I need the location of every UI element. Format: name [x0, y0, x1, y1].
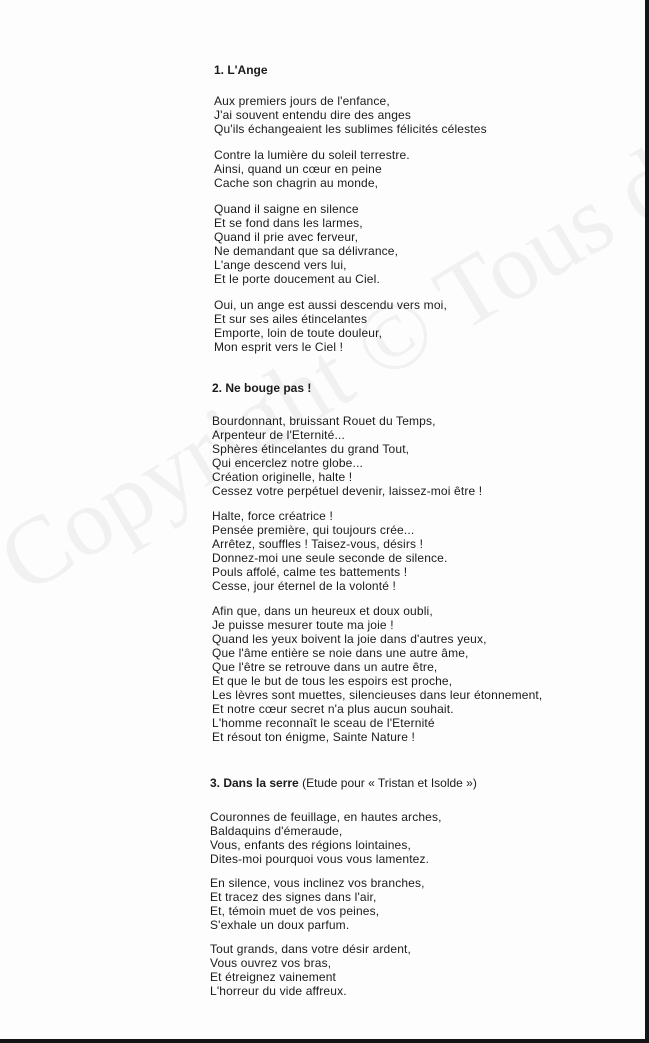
verse-line: Ainsi, quand un cœur en peine: [214, 162, 382, 176]
verse-line: Sphères étincelantes du grand Tout,: [212, 442, 410, 456]
stanzas: [212, 414, 542, 744]
stanza: [210, 810, 477, 866]
verse-line: Cache son chagrin au monde,: [214, 176, 379, 190]
verse-line: Mon esprit vers le Ciel !: [214, 340, 344, 354]
verse-line: Vous, enfants des régions lointaines,: [210, 838, 412, 852]
verse-line: Que l'âme entière se noie dans une autre âme,: [212, 646, 469, 660]
verse-line: Et notre cœur secret n'a plus aucun souhait.: [212, 702, 454, 716]
stanza: [214, 148, 487, 190]
scan-edge-bottom: [0, 1039, 649, 1043]
song-title-text: 1. L'Ange: [214, 63, 268, 77]
stanza: [214, 94, 487, 136]
verse-line: Et que le but de tous les espoirs est proche,: [212, 674, 453, 688]
verse-line: L'homme reconnaît le sceau de l'Eternité: [212, 716, 435, 730]
stanza: [214, 202, 487, 286]
song-title: [212, 381, 542, 395]
verse-line: Création originelle, halte !: [212, 470, 353, 484]
verse-line: Et le porte doucement au Ciel.: [214, 272, 380, 286]
verse-line: L'ange descend vers lui,: [214, 258, 347, 272]
stanza: [210, 942, 477, 998]
verse-line: Quand il saigne en silence: [214, 202, 359, 216]
verse-line: Tout grands, dans votre désir ardent,: [210, 942, 411, 956]
verse-line: Emporte, loin de toute douleur,: [214, 326, 383, 340]
song-3: [210, 776, 477, 998]
verse-line: Qu'ils échangeaient les sublimes félicités célestes: [214, 122, 487, 136]
verse-line: Bourdonnant, bruissant Rouet du Temps,: [212, 414, 436, 428]
song-title: [210, 776, 477, 790]
verse-line: Pouls affolé, calme tes battements !: [212, 565, 408, 579]
verse-line: Baldaquins d'émeraude,: [210, 824, 343, 838]
verse-line: J'ai souvent entendu dire des anges: [214, 108, 412, 122]
verse-line: Qui encerclez notre globe...: [212, 456, 363, 470]
verse-line: Vous ouvrez vos bras,: [210, 956, 332, 970]
verse-line: Quand il prie avec ferveur,: [214, 230, 359, 244]
verse-line: Aux premiers jours de l'enfance,: [214, 94, 390, 108]
song-subtitle: (Etude pour « Tristan et Isolde »): [302, 776, 477, 790]
song-title-text: 3. Dans la serre: [210, 776, 299, 790]
verse-line: Afin que, dans un heureux et doux oubli,: [212, 604, 433, 618]
verse-line: Halte, force créatrice !: [212, 509, 333, 523]
verse-line: Et tracez des signes dans l'air,: [210, 890, 377, 904]
verse-line: Les lèvres sont muettes, silencieuses dans leur étonnement,: [212, 688, 543, 702]
verse-line: Et résout ton énigme, Sainte Nature !: [212, 730, 415, 744]
stanza: [214, 298, 487, 354]
stanzas: [210, 810, 477, 998]
stanza: [212, 509, 542, 593]
verse-line: Cessez votre perpétuel devenir, laissez-moi être !: [212, 484, 483, 498]
verse-line: Cesse, jour éternel de la volonté !: [212, 579, 397, 593]
verse-line: Arpenteur de l'Eternité...: [212, 428, 345, 442]
song-2: [212, 381, 542, 744]
song-title: [214, 63, 487, 77]
song-title-text: 2. Ne bouge pas !: [212, 381, 312, 395]
verse-line: Je puisse mesurer toute ma joie !: [212, 618, 394, 632]
verse-line: Et, témoin muet de vos peines,: [210, 904, 380, 918]
verse-line: Oui, un ange est aussi descendu vers moi,: [214, 298, 447, 312]
scan-edge-right: [645, 0, 649, 1043]
verse-line: Quand les yeux boivent la joie dans d'autres yeux,: [212, 632, 487, 646]
verse-line: Couronnes de feuillage, en hautes arches,: [210, 810, 442, 824]
verse-line: Et se fond dans les larmes,: [214, 216, 363, 230]
verse-line: L'horreur du vide affreux.: [210, 984, 347, 998]
stanzas: [214, 94, 487, 354]
verse-line: Donnez-moi une seule seconde de silence.: [212, 551, 448, 565]
verse-line: Dites-moi pourquoi vous vous lamentez.: [210, 852, 430, 866]
stanza: [210, 876, 477, 932]
verse-line: Et sur ses ailes étincelantes: [214, 312, 368, 326]
verse-line: Et étreignez vainement: [210, 970, 337, 984]
verse-line: Contre la lumière du soleil terrestre.: [214, 148, 410, 162]
verse-line: Que l'être se retrouve dans un autre être,: [212, 660, 438, 674]
verse-line: Ne demandant que sa délivrance,: [214, 244, 399, 258]
verse-line: Arrêtez, souffles ! Taisez-vous, désirs !: [212, 537, 424, 551]
verse-line: Pensée première, qui toujours crée...: [212, 523, 415, 537]
verse-line: S'exhale un doux parfum.: [210, 918, 350, 932]
stanza: [212, 604, 542, 744]
verse-line: En silence, vous inclinez vos branches,: [210, 876, 425, 890]
stanza: [212, 414, 542, 498]
song-1: [214, 63, 487, 354]
